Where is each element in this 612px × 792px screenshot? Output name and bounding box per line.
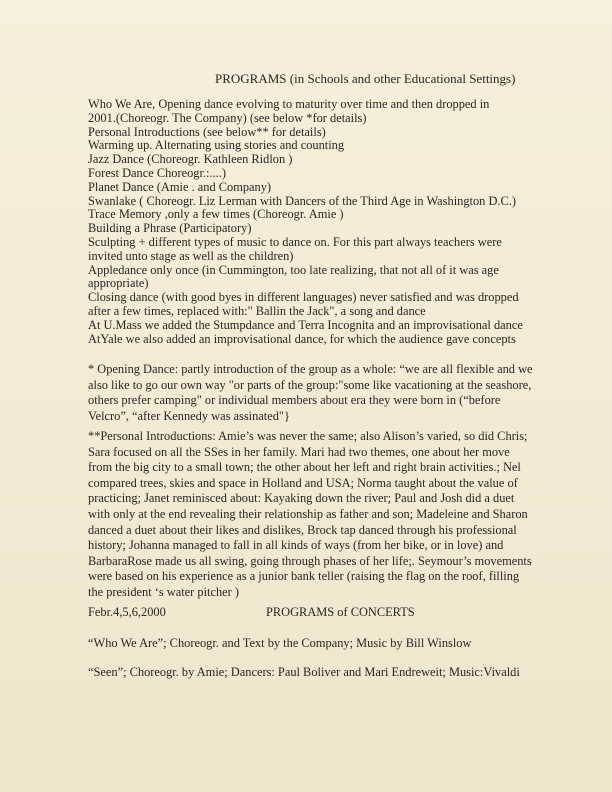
program-line: Swanlake ( Choreogr. Liz Lerman with Dancers of the Third Age in Washington D.C.) [88, 193, 516, 208]
program-line: Appledance only once (in Cummington, too late realizing, that not all of it was age [88, 262, 499, 277]
program-line: At U.Mass we added the Stumpdance and Terra Incognita and an improvisational dance [88, 317, 523, 332]
concert-item: “Who We Are”; Choreogr. and Text by the Company; Music by Bill Winslow [88, 636, 472, 650]
program-line: Building a Phrase (Participatory) [88, 221, 252, 236]
program-line: Planet Dance (Amie . and Company) [88, 179, 272, 194]
program-line: Sculpting + different types of music to dance on. For this part always teachers were [88, 234, 502, 249]
program-line: Warming up. Alternating using stories and counting [88, 138, 345, 153]
page-title: PROGRAMS (in Schools and other Educational Settings) [215, 71, 516, 86]
program-list [88, 98, 528, 346]
concerts-date: Febr.4,5,6,2000 [88, 605, 166, 619]
program-line: Forest Dance Choreogr.:....) [88, 165, 226, 180]
program-line: Who We Are, Opening dance evolving to maturity over time and then dropped in [88, 97, 490, 111]
program-line: AtYale we also added an improvisational dance, for which the audience gave concepts [88, 331, 516, 346]
program-line: Closing dance (with good byes in different languages) never satisfied and was dropped [88, 290, 519, 305]
concerts-title: PROGRAMS of CONCERTS [266, 605, 415, 619]
concert-item: “Seen”; Choreogr. by Amie; Dancers: Paul Boliver and Mari Endreweit; Music:Vivaldi [88, 665, 520, 679]
personal-introductions-note: **Personal Introductions: Amie’s was never the same; also Alison’s varied, so did Chris; Sara focused on all the SSes in her family. Mari had two themes, one about her move from the big city to a small town; the other about her left and right brain activities.; Nel compared trees, skies and space in Holland and USA; Norma taught about the value of practicing; Janet reminisced about: Kayaking down the river; Paul and Josh did a duet with only at the end revealing their relationship as father and son; Madeleine and Sharon danced a duet about their likes and dislikes, Brock tap danced through his professional history; Johanna managed to fall in all kinds of ways (from her bike, or in love) and BarbaraRose made us all swing, going through phases of her life;. Seymour’s movements were based on his experience as a junior bank teller (raising the flag on the roof, filling the president ‘s water pitcher ) [88, 429, 532, 599]
program-line: 2001.(Choreogr. The Company) (see below *for details) [88, 110, 367, 125]
concerts-header [88, 605, 534, 621]
program-line: Jazz Dance (Choreogr. Kathleen Ridlon ) [88, 152, 293, 167]
program-line: Trace Memory ,only a few times (Choreogr. Amie ) [88, 207, 344, 222]
program-line: appropriate) [88, 276, 149, 291]
program-line: after a few times, replaced with:" Ballin the Jack", a song and dance [88, 303, 426, 318]
program-line: Personal Introductions (see below** for details) [88, 124, 326, 139]
program-line: invited unto stage as well as the children) [88, 248, 294, 263]
opening-dance-note: * Opening Dance: partly introduction of the group as a whole: “we are all flexible and we also like to go our own way "or parts of the group:"some like vacationing at the seashore, others prefer camping" or individual members about era they were born in (“before Velcro”, “after Kennedy was assinated"} [88, 362, 533, 423]
